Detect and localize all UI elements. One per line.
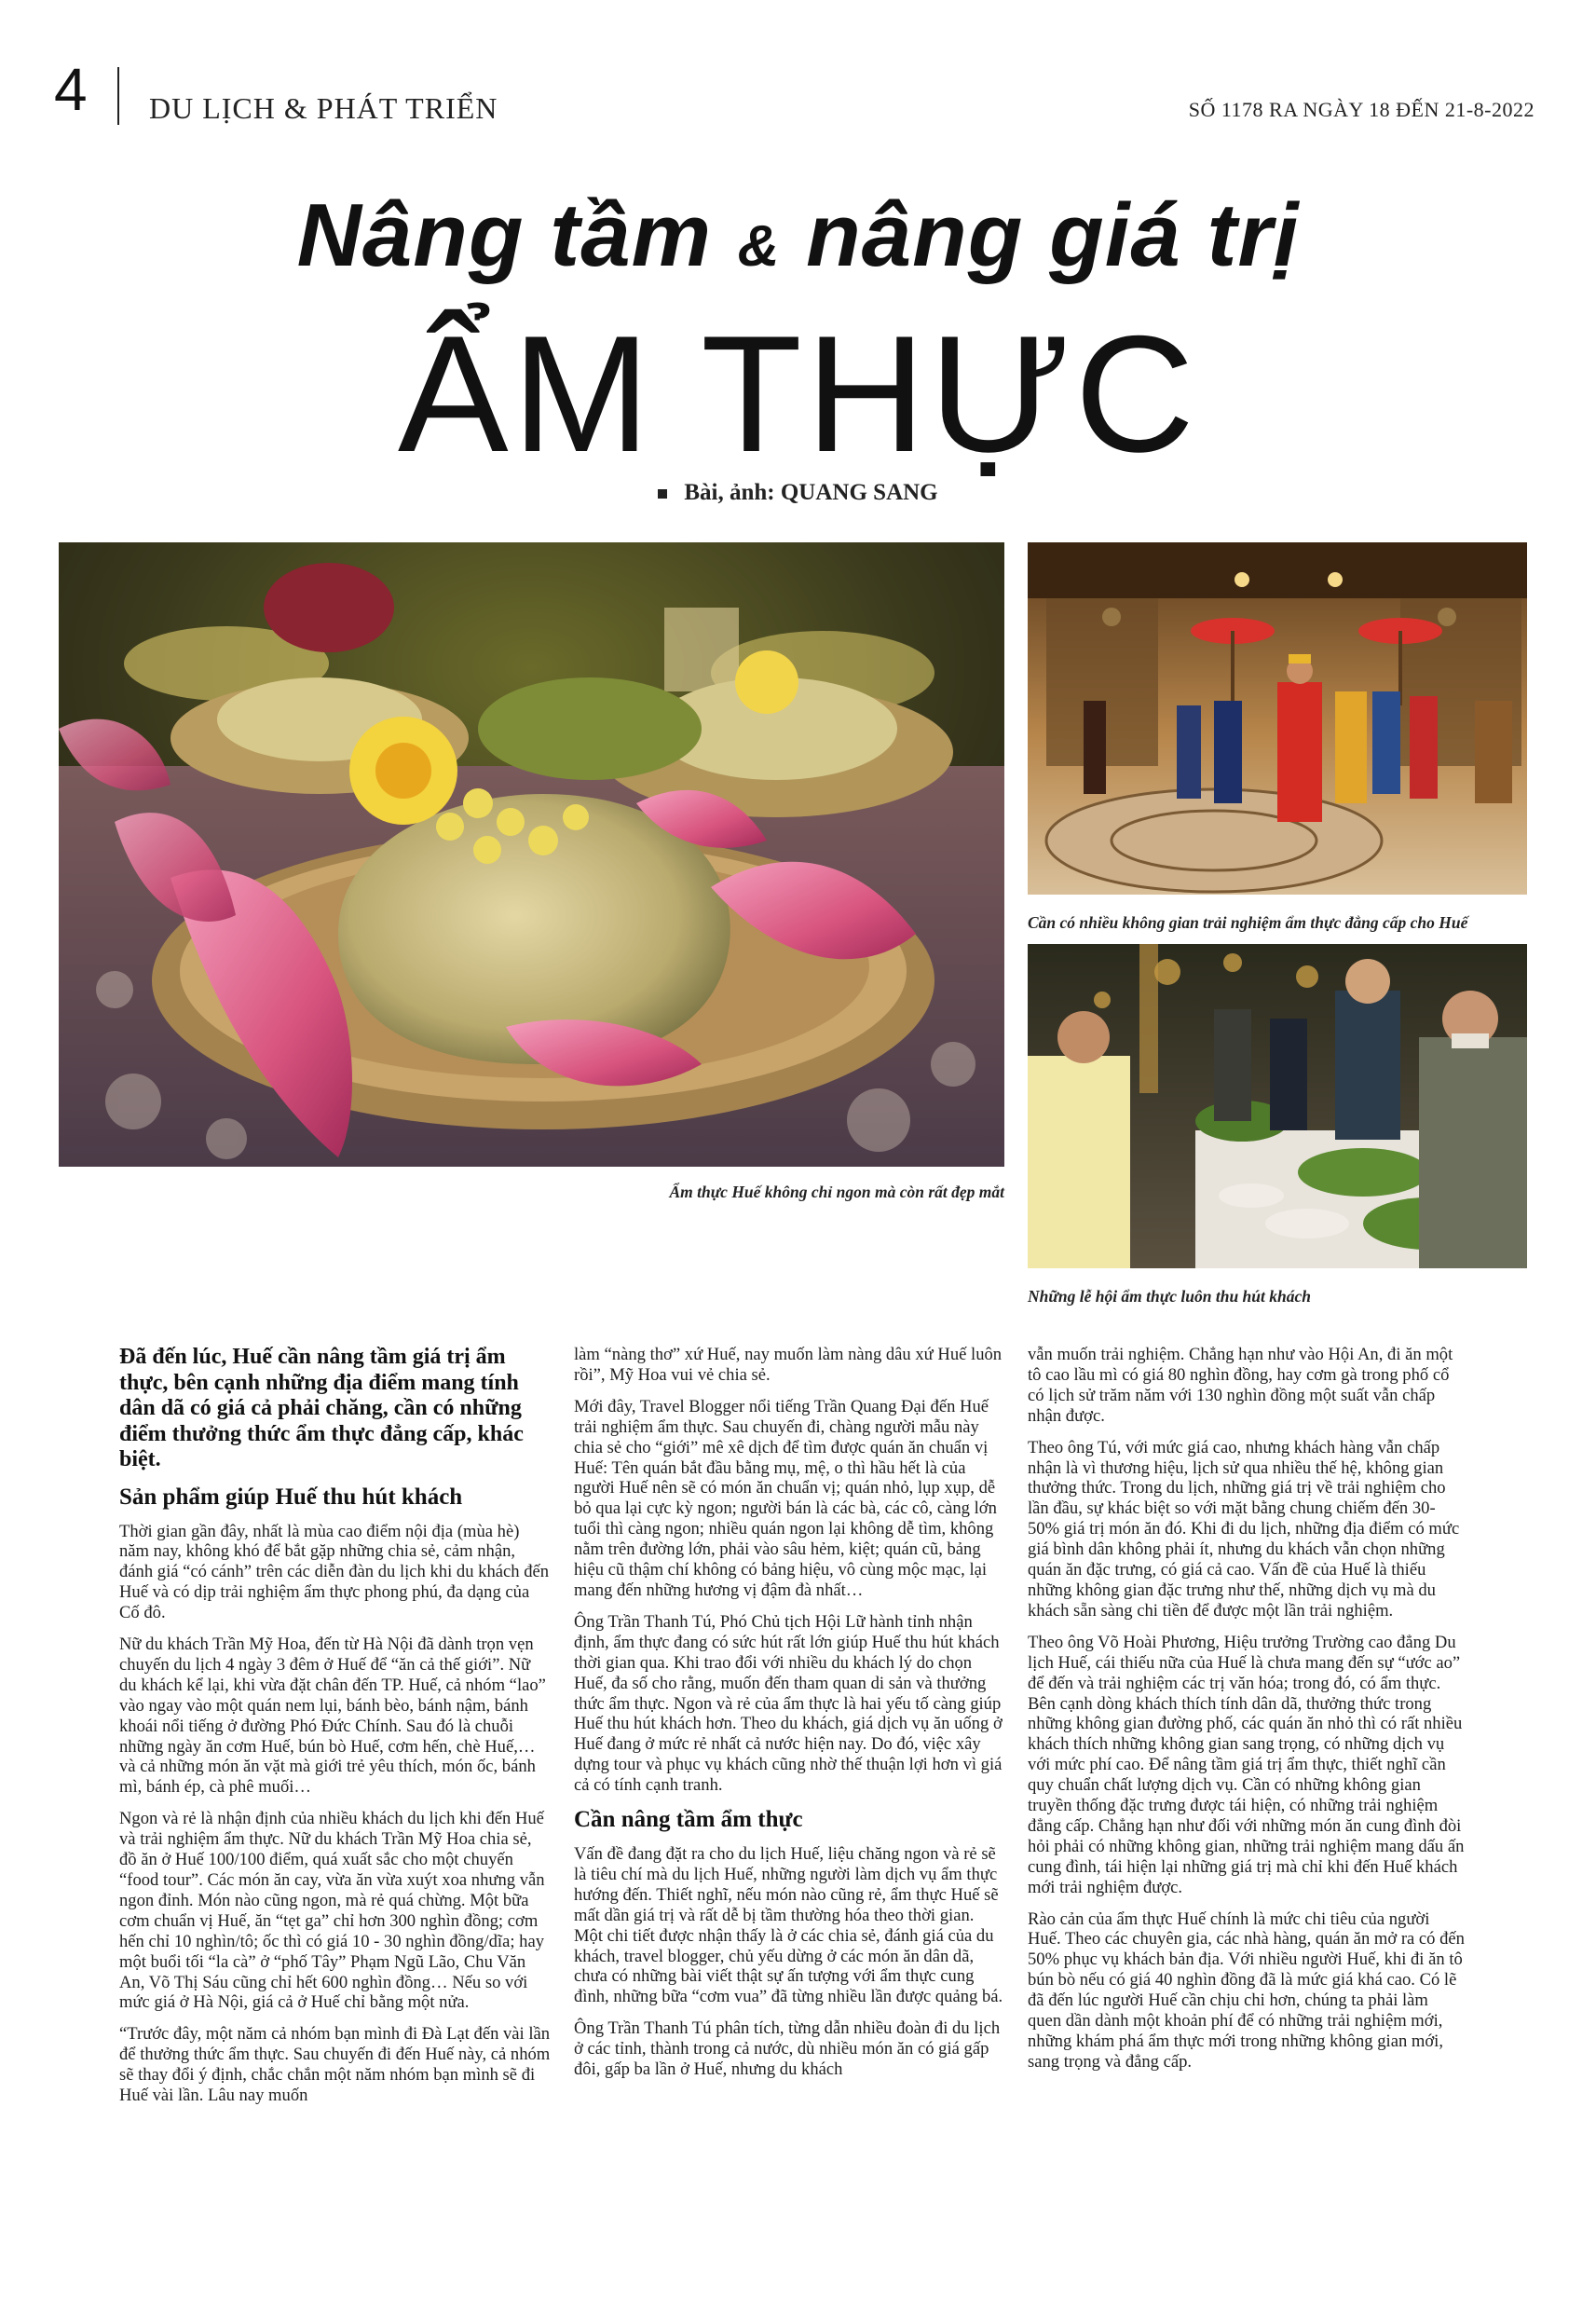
- headline-ampersand: &: [737, 214, 781, 279]
- byline: [0, 480, 1596, 506]
- paragraph: Theo ông Tú, với mức giá cao, nhưng khách hàng vẫn chấp nhận là vì thương hiệu, lịch sử qua nhiều thế hệ, không gian thưởng thức. Trong du lịch, những giá trị về trải nghiệm cho lần đầu, sự khác biệt so với mặt bằng chung chiếm đến 30-50% giá trị món ăn đó. Khi đi du lịch, những địa điểm có mức giá bình dân không phải ít, nhưng du khách vẫn chọn những quán ăn đặc trưng, có giá cả cao. Vấn đề của Huế là thiếu những không gian đặc trưng như thế, những dịch vụ mà du khách sẵn sàng chi tiền để được một lần trải nghiệm.: [1028, 1437, 1460, 1621]
- paragraph: Ông Trần Thanh Tú, Phó Chủ tịch Hội Lữ hành tỉnh nhận định, ẩm thực đang có sức hút rất lớn giúp Huế thu hút khách thời gian qua. Khi trao đổi với nhiều du khách lý do chọn Huế, đa số cho rằng, muốn đến tham quan di sản và thưởng thức ẩm thực. Ngon và rẻ của ẩm thực là hai yếu tố càng giúp Huế thu hút khách hơn. Theo du khách, giá dịch vụ ăn uống ở Huế đang ở mức rẻ nhất cả nước hiện nay. Do đó, việc xây dựng tour và phục vụ khách cũng nhờ thế thuận lợi hơn vì giá cả có tính cạnh tranh.: [574, 1611, 1003, 1796]
- festival-photo: [1028, 944, 1527, 1268]
- paragraph: vẫn muốn trải nghiệm. Chẳng hạn như vào Hội An, đi ăn một tô cao lầu mì có giá 80 nghìn đồng, hay cơm gà trong phố cổ có lịch sử trăm năm với 130 nghìn đồng một suất vẫn chấp nhận được.: [1028, 1345, 1453, 1426]
- headline-part-a: Nâng tầm: [296, 185, 712, 285]
- main-food-photo: [59, 542, 1004, 1167]
- caption-bottom-right: Những lễ hội ẩm thực luôn thu hút khách: [1028, 1287, 1311, 1306]
- issue-info: SỐ 1178 RA NGÀY 18 ĐẾN 21-8-2022: [1188, 98, 1535, 121]
- article-column-2: [574, 1345, 1005, 2091]
- ceremony-photo: [1028, 542, 1527, 895]
- paragraph: Nữ du khách Trần Mỹ Hoa, đến từ Hà Nội đã dành trọn vẹn chuyến du lịch 4 ngày 3 đêm ở Huế để “ăn cả thế giới”. Nữ du khách kể lại, khi vừa đặt chân đến TP. Huế, cả nhóm “lao” vào ngay vào một quán nem lụi, bánh bèo, bánh nậm, bánh khoái nổi tiếng ở đường Phó Đức Chính. Sau đó là chuỗi những ngày ăn cơm Huế, bún bò Huế, cơm hến, chè Huế,… và cả những món ăn vặt mà giới trẻ yêu thích, món ốc, bánh mì, bánh ép, cà phê muối…: [119, 1635, 546, 1798]
- lead-paragraph: Đã đến lúc, Huế cần nâng tầm giá trị ẩm thực, bên cạnh những địa điểm mang tính dân dã có giá cả phải chăng, cần có những điểm thưởng thức ẩm thực đẳng cấp, khác biệt.: [119, 1345, 524, 1471]
- caption-top-right: Cần có nhiều không gian trải nghiệm ẩm thực đẳng cấp cho Huế: [1028, 913, 1468, 932]
- headline-line-2: ẨM THỰC: [397, 301, 1199, 486]
- byline-text: Bài, ảnh: QUANG SANG: [684, 480, 938, 505]
- page-number: 4: [54, 56, 88, 123]
- paragraph: Ông Trần Thanh Tú phân tích, từng dẫn nhiều đoàn đi du lịch ở các tỉnh, thành trong cả nước, dù nhiều món ăn có giá gấp đôi, gấp ba lần ở Huế, nhưng du khách: [574, 2018, 1001, 2080]
- article-column-3: [1028, 1345, 1466, 2084]
- paragraph: Rào cản của ẩm thực Huế chính là mức chi tiêu của người Huế. Theo các chuyên gia, các nhà hàng, quán ăn mở ra có đến 50% phục vụ khách bản địa. Với nhiều người Huế, khi đi ăn tô bún bò nếu có giá 40 nghìn đồng đã là mức giá khá cao. Có lẽ đã đến lúc người Huế cần chịu chi hơn, chúng ta phải làm quen dần dành một khoản phí để có những trải nghiệm mới, những khám phá ẩm thực mới trong những không gian mới, sang trọng và đẳng cấp.: [1028, 1908, 1465, 2072]
- headline-part-b: nâng giá trị: [806, 185, 1300, 285]
- paragraph: Mới đây, Travel Blogger nổi tiếng Trần Quang Đại đến Huế trải nghiệm ẩm thực. Sau chuyến đi, chàng người mẫu này chia sẻ cho “giới” mê xê dịch để tìm được quán ăn chuẩn vị Huế: Tên quán bắt đầu bằng mụ, mệ, o thì hầu hết là của người Huế nên sẽ có món ăn chuẩn vị; quán nhỏ, lụp xụp, dễ bỏ qua lại cực kỳ ngon; người bán là các bà, các cô, càng lớn tuổi thì càng ngon; nhiều quán ngon lại không dễ tìm, không nằm trên đường lớn, phải vào sâu hẻm, kiệt; quán cũ, bảng hiệu cũ thậm chí không có bảng hiệu, vô cùng mộc mạc, lại mang đến những hương vị đậm đà nhất…: [574, 1396, 997, 1600]
- paragraph: Ngon và rẻ là nhận định của nhiều khách du lịch khi đến Huế và trải nghiệm ẩm thực. Nữ du khách Trần Mỹ Hoa chia sẻ, đồ ăn ở Huế 100/100 điểm, quá xuất sắc cho một chuyến “food tour”. Các món ăn cay, vừa ăn vừa xuýt xoa nhưng vẫn ngon đỉnh. Món nào cũng ngon, mà rẻ quá chừng. Một bữa cơm chuẩn vị Huế, ăn “tẹt ga” chỉ hơn 300 nghìn đồng; cơm hến chỉ 10 nghìn/tô; ốc thì có giá 10 - 30 nghìn đồng/dĩa; hay một buổi tối “la cà” ở “phố Tây” Phạm Ngũ Lão, Chu Văn An, Võ Thị Sáu cũng chỉ hết 600 nghìn đồng… Nếu so với mức giá ở Hà Nội, giá cả ở Huế chỉ bằng một nửa.: [119, 1809, 545, 2013]
- caption-main: Ẩm thực Huế không chỉ ngon mà còn rất đẹp mắt: [669, 1183, 1004, 1201]
- paragraph: “Trước đây, một năm cả nhóm bạn mình đi Đà Lạt đến vài lần để thưởng thức ẩm thực. Sau chuyến đi đến Huế này, cả nhóm sẽ thay đổi ý định, chắc chắn một năm nhóm bạn mình sẽ đi Huế vài lần. Lâu nay muốn: [119, 2024, 551, 2106]
- subheading-1: Sản phẩm giúp Huế thu hút khách: [119, 1484, 463, 1510]
- bullet-square-icon: [658, 489, 667, 499]
- header-divider: [117, 67, 119, 125]
- headline-line-1: [0, 185, 1596, 287]
- paragraph: Thời gian gần đây, nhất là mùa cao điểm nội địa (mùa hè) năm nay, không khó để bắt gặp những chia sẻ, cảm nhận, đánh giá “có cánh” trên các diễn đàn du lịch khi du khách đến Huế và có dịp trải nghiệm ẩm thực phong phú, đa dạng của Cố đô.: [119, 1521, 550, 1623]
- paragraph: Vấn đề đang đặt ra cho du lịch Huế, liệu chăng ngon và rẻ sẽ là tiêu chí mà du lịch Huế, những người làm dịch vụ ẩm thực hướng đến. Thiết nghĩ, nếu món nào cũng rẻ, ẩm thực Huế sẽ mất dần giá trị và rất dễ bị tầm thường hóa theo thời gian. Một chi tiết được nhận thấy là ở các chia sẻ, đánh giá của du khách, travel blogger, chủ yếu dừng ở các món ăn dân dã, chưa có những bài viết thật sự ấn tượng với ẩm thực cung đình, những bữa “cơm vua” đã từng nhiều lần được quảng bá.: [574, 1844, 1003, 2007]
- section-name: DU LỊCH & PHÁT TRIỂN: [149, 91, 498, 125]
- article-column-1: [119, 1345, 551, 2117]
- paragraph: làm “nàng thơ” xứ Huế, nay muốn làm nàng dâu xứ Huế luôn rồi”, Mỹ Hoa vui vẻ chia sẻ.: [574, 1345, 1003, 1385]
- subheading-2: Cần nâng tầm ẩm thực: [574, 1807, 803, 1833]
- paragraph: Theo ông Võ Hoài Phương, Hiệu trưởng Trường cao đẳng Du lịch Huế, cái thiếu nữa của Huế là chưa mang đến sự “ước ao” để đến và trải nghiệm các trị văn hóa; trong đó, có ẩm thực. Bên cạnh dòng khách thích tính dân dã, thưởng thức trong những không gian đường phố, các quán ăn nhỏ thì có rất nhiều khách thích những không gian sang trọng, có những dịch vụ với mức phí cao. Để nâng tầm giá trị ẩm thực, thiết nghĩ cần quy chuẩn chất lượng dịch vụ. Cần có những không gian truyền thống đặc trưng được tái hiện, có những trải nghiệm đẳng cấp. Chẳng hạn như đối với những món ăn cung đình đòi hỏi phải có những không gian, những trải nghiệm mang dấu ấn cung đình, tái hiện lại những giá trị mà chỉ khi đến Huế khách mới trải nghiệm được.: [1028, 1632, 1465, 1897]
